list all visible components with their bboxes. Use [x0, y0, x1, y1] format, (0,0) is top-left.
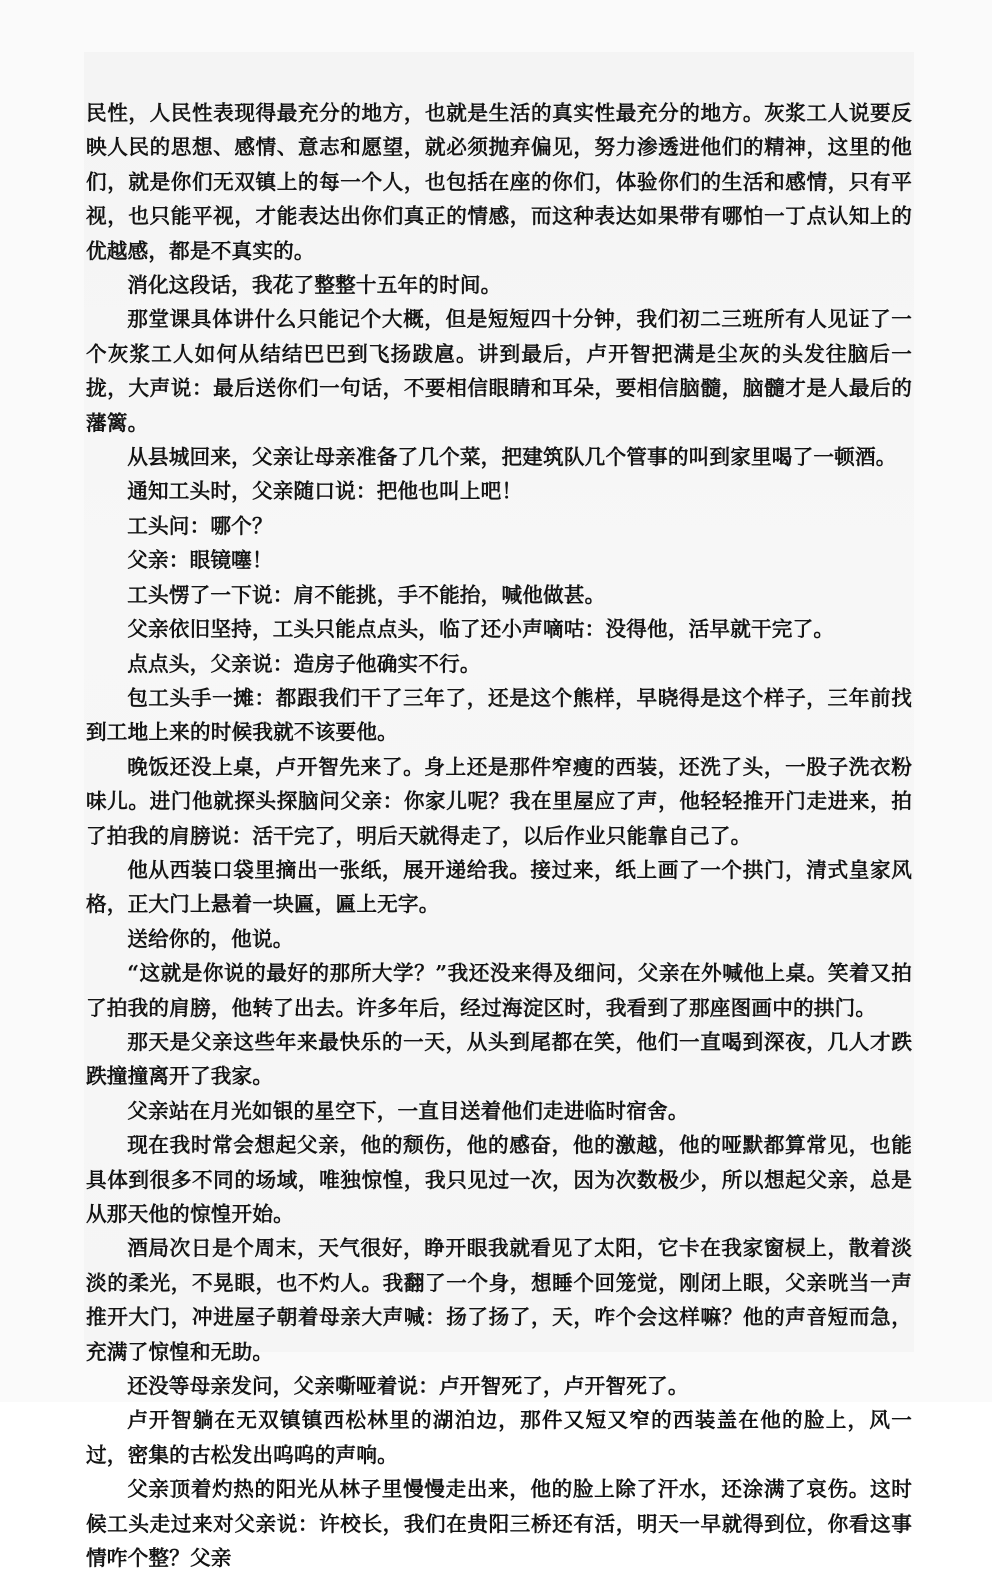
- paragraph: 工头问：哪个？: [127, 513, 273, 538]
- paragraph: 父亲顶着灼热的阳光从林子里慢慢走出来，他的脸上除了汗水，还涂满了哀伤。这时候工头走过来对父亲说：许校长，我们在贵阳三桥还有活，明天一早就得到位，你看这事情咋个整？父亲: [86, 1477, 912, 1571]
- paragraph: 他从西装口袋里摘出一张纸，展开递给我。接过来，纸上画了一个拱门，清式皇家风格，正大门上悬着一块匾，匾上无字。: [86, 857, 912, 917]
- paragraph: 卢开智躺在无双镇镇西松林里的湖泊边，那件又短又窄的西装盖在他的脸上，风一过，密集的古松发出呜呜的声响。: [86, 1408, 912, 1467]
- paragraph: 送给你的，他说。: [127, 926, 294, 951]
- paragraph: “这就是你说的最好的那所大学？”我还没来得及细问，父亲在外喊他上桌。笑着又拍了拍我的肩膀，他转了出去。许多年后，经过海淀区时，我看到了那座图画中的拱门。: [86, 961, 912, 1020]
- paragraph: 那堂课具体讲什么只能记个大概，但是短短四十分钟，我们初二三班所有人见证了一个灰浆工人如何从结结巴巴到飞扬跋扈。讲到最后，卢开智把满是尘灰的头发往脑后一拢，大声说：最后送你们一句话，不要相信眼睛和耳朵，要相信脑髓，脑髓才是人最后的藩篱。: [86, 307, 912, 435]
- paragraph: 父亲：眼镜噻！: [127, 548, 273, 573]
- paragraph: 还没等母亲发问，父亲嘶哑着说：卢开智死了，卢开智死了。: [127, 1374, 689, 1399]
- paragraph: 通知工头时，父亲随口说：把他也叫上吧！: [127, 479, 523, 504]
- paragraph: 现在我时常会想起父亲，他的颓伤，他的感奋，他的激越，他的哑默都算常见，也能具体到很多不同的场域，唯独惊惶，我只见过一次，因为次数极少，所以想起父亲，总是从那天他的惊惶开始。: [86, 1133, 912, 1226]
- body-text: [86, 96, 912, 1575]
- paragraph: 点点头，父亲说：造房子他确实不行。: [127, 651, 481, 676]
- paragraph: 包工头手一摊：都跟我们干了三年了，还是这个熊样，早晓得是这个样子，三年前找到工地上来的时候我就不该要他。: [86, 685, 912, 745]
- paragraph: 民性，人民性表现得最充分的地方，也就是生活的真实性最充分的地方。灰浆工人说要反映人民的思想、感情、意志和愿望，就必须抛弃偏见，努力渗透进他们的精神，这里的他们，就是你们无双镇上的每一个人，也包括在座的你们，体验你们的生活和感情，只有平视，也只能平视，才能表达出你们真正的情感，而这种表达如果带有哪怕一丁点认知上的优越感，都是不真实的。: [86, 101, 912, 263]
- paragraph: 那天是父亲这些年来最快乐的一天，从头到尾都在笑，他们一直喝到深夜，几人才跌跌撞撞离开了我家。: [86, 1029, 912, 1089]
- paragraph: 父亲站在月光如银的星空下，一直目送着他们走进临时宿舍。: [127, 1098, 689, 1123]
- paragraph: 工头愣了一下说：肩不能挑，手不能抬，喊他做甚。: [127, 582, 606, 607]
- paragraph: 从县城回来，父亲让母亲准备了几个菜，把建筑队几个管事的叫到家里喝了一顿酒。: [127, 445, 897, 470]
- paragraph: 父亲依旧坚持，工头只能点点头，临了还小声嘀咕：没得他，活早就干完了。: [127, 617, 835, 642]
- paragraph: 酒局次日是个周末，天气很好，睁开眼我就看见了太阳，它卡在我家窗棂上，散着淡淡的柔光，不晃眼，也不灼人。我翻了一个身，想睡个回笼觉，刚闭上眼，父亲咣当一声推开大门，冲进屋子朝着母亲大声喊：扬了扬了，天，咋个会这样嘛？他的声音短而急，充满了惊惶和无助。: [86, 1236, 912, 1364]
- paragraph: 晚饭还没上桌，卢开智先来了。身上还是那件窄瘦的西装，还洗了头，一股子洗衣粉味儿。进门他就探头探脑问父亲：你家儿呢？我在里屋应了声，他轻轻推开门走进来，拍了拍我的肩膀说：活干完了，明后天就得走了，以后作业只能靠自己了。: [86, 754, 912, 848]
- paragraph: 消化这段话，我花了整整十五年的时间。: [127, 273, 502, 298]
